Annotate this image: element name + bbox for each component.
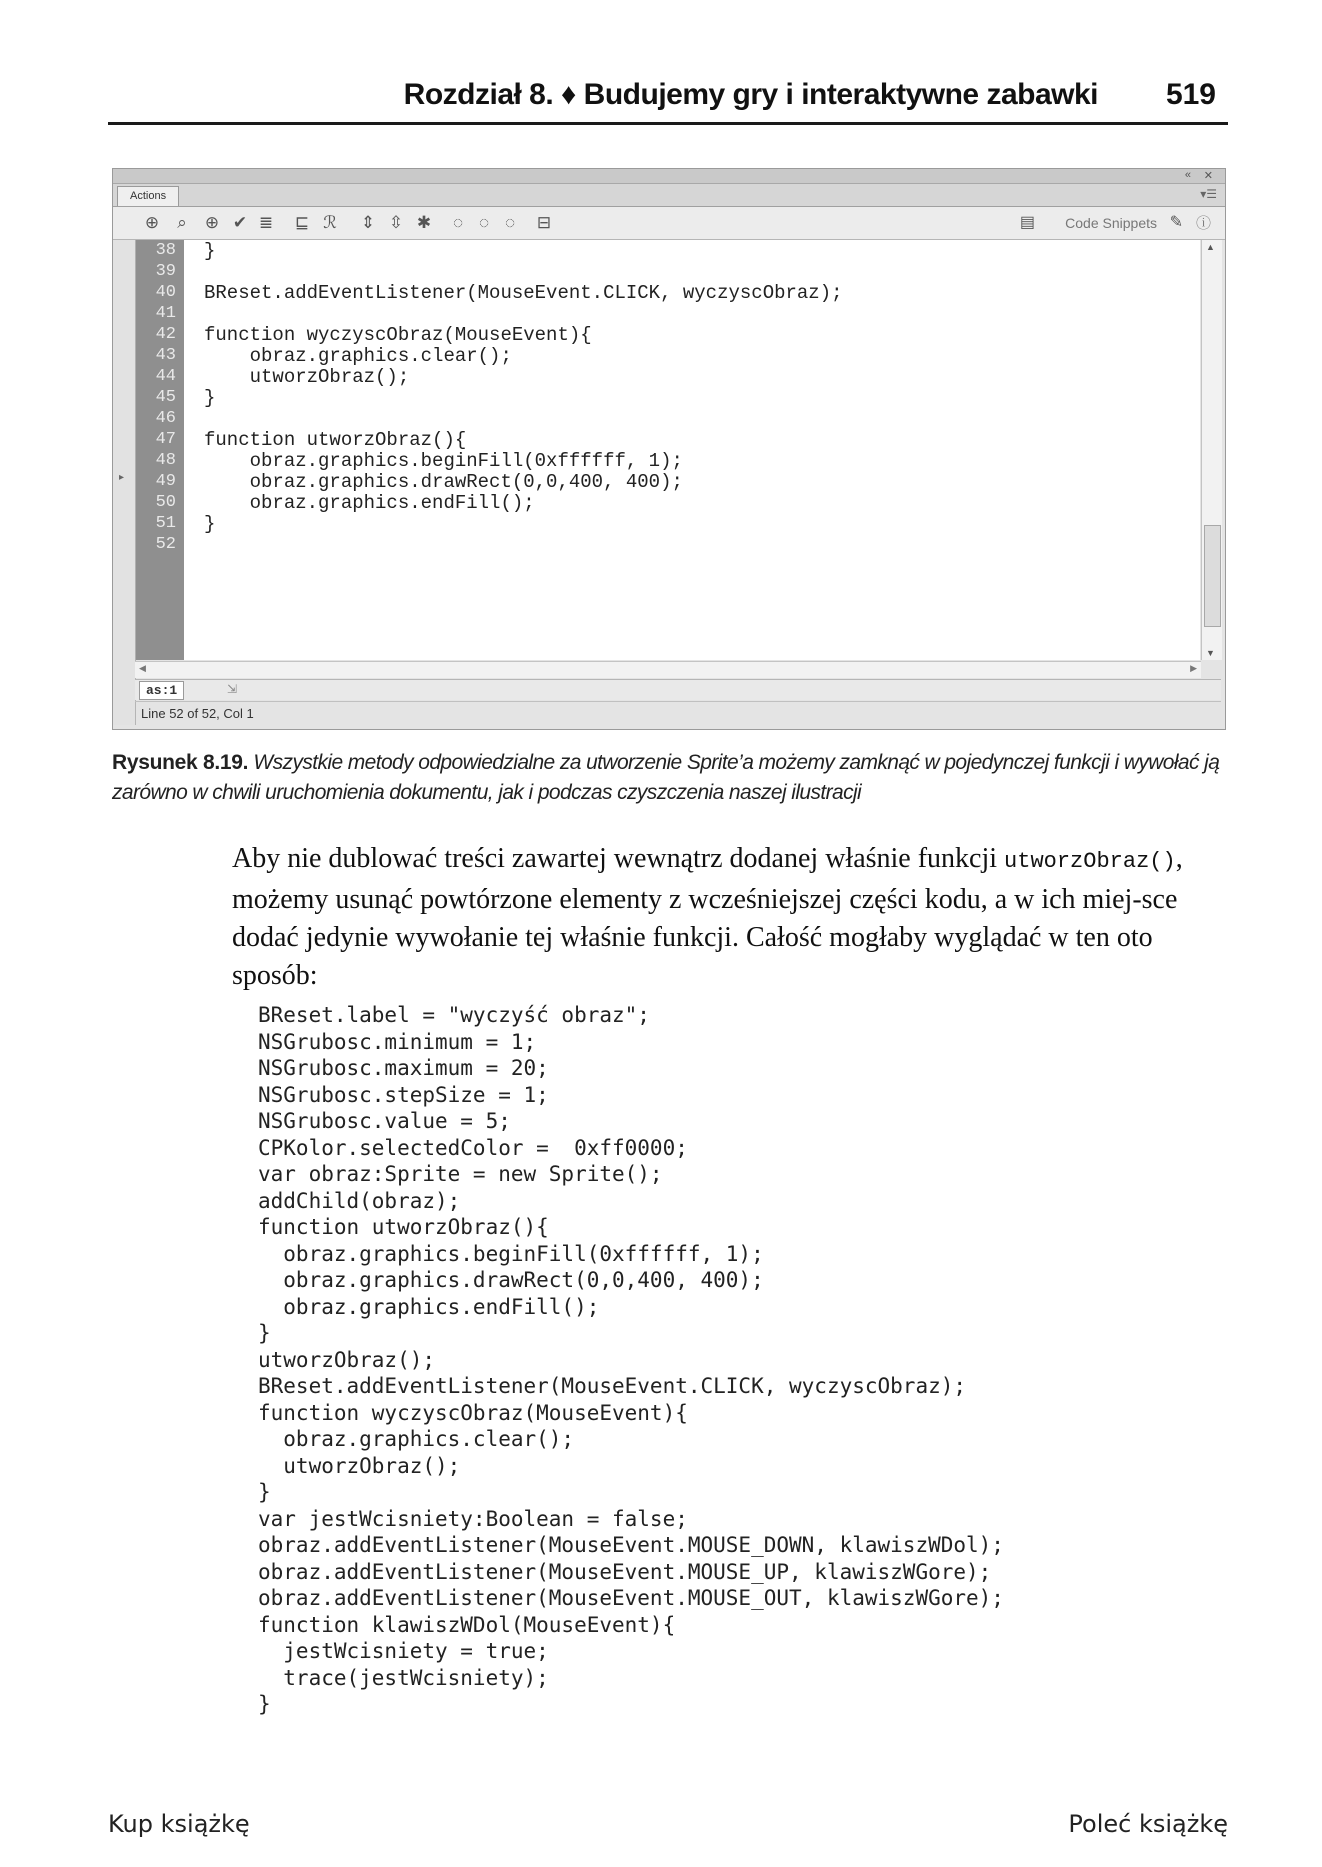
code-snippets-button[interactable]: Code Snippets — [1065, 215, 1157, 231]
listing-line: obraz.addEventListener(MouseEvent.MOUSE_OUT, klawiszWGore); — [258, 1586, 1004, 1610]
expand-all-icon[interactable]: ✱ — [416, 213, 432, 232]
close-icon[interactable]: ✕ — [1203, 170, 1213, 182]
code-line[interactable]: function wyczyscObraz(MouseEvent){ — [204, 324, 592, 346]
figure-caption — [112, 748, 1224, 808]
listing-line: BReset.label = "wyczyść obraz"; — [258, 1003, 650, 1027]
listing-line: } — [258, 1321, 271, 1345]
find-icon[interactable]: ⌕ — [177, 213, 187, 232]
buy-book-link[interactable]: Kup książkę — [108, 1810, 250, 1838]
paragraph-text-after: , możemy usunąć powtórzone elementy z wcześniejszej części kodu, a w ich miej-sce dodać jedynie wywołanie tej właśnie funkcji. Całość mogłaby wyglądać w ten oto sposób: — [232, 843, 1183, 991]
scroll-left-icon[interactable]: ◀ — [139, 663, 146, 673]
listing-line: } — [258, 1480, 271, 1504]
show-hide-toolbox-icon[interactable]: ⊟ — [536, 213, 552, 232]
inline-code: utworzObraz() — [1004, 849, 1176, 874]
scroll-down-icon[interactable]: ▼ — [1206, 648, 1215, 658]
listing-line: obraz.addEventListener(MouseEvent.MOUSE_DOWN, klawiszWDol); — [258, 1533, 1004, 1557]
line-number: 43 — [155, 346, 176, 365]
listing-line: NSGrubosc.value = 5; — [258, 1109, 511, 1133]
scroll-thumb[interactable] — [1204, 525, 1221, 627]
help-icon[interactable]: ⓘ — [1195, 215, 1211, 232]
code-hint-icon[interactable]: ⊑ — [294, 213, 310, 232]
code-line[interactable]: } — [204, 513, 216, 535]
collapse-icon[interactable]: « — [1184, 169, 1191, 181]
listing-line: function wyczyscObraz(MouseEvent){ — [258, 1400, 688, 1425]
line-number: 47 — [155, 430, 176, 449]
script-tab[interactable]: as:1 — [139, 681, 184, 700]
check-syntax-icon[interactable]: ✔ — [232, 213, 248, 232]
listing-line: obraz.graphics.endFill(); — [258, 1294, 600, 1319]
panel-menu-icon[interactable]: ▾☰ — [1200, 187, 1217, 201]
running-header — [108, 72, 1228, 125]
line-number: 50 — [155, 493, 176, 512]
code-editor[interactable] — [135, 240, 1200, 660]
listing-line: var obraz:Sprite = new Sprite(); — [258, 1162, 663, 1186]
script-assist-icon[interactable]: ✎ — [1169, 214, 1183, 231]
listing-line: addChild(obraz); — [258, 1188, 461, 1213]
listing-line: var jestWcisniety:Boolean = false; — [258, 1506, 688, 1531]
pin-script-icon[interactable]: ⇲ — [227, 682, 238, 696]
line-number: 45 — [155, 388, 176, 407]
scroll-right-icon[interactable]: ▶ — [1190, 663, 1197, 673]
listing-line: } — [258, 1692, 271, 1716]
listing-line: function utworzObraz(){ — [258, 1215, 549, 1239]
listing-line: obraz.addEventListener(MouseEvent.MOUSE_UP, klawiszWGore); — [258, 1559, 992, 1584]
apply-block-comment-icon[interactable]: ◌ — [452, 213, 464, 232]
horizontal-scrollbar[interactable] — [135, 661, 1201, 678]
line-number: 51 — [155, 514, 176, 533]
code-line[interactable]: obraz.graphics.beginFill(0xffffff, 1); — [204, 450, 683, 472]
code-line[interactable]: function utworzObraz(){ — [204, 429, 467, 451]
listing-line: obraz.graphics.clear(); — [258, 1427, 575, 1451]
listing-line: utworzObraz(); — [258, 1347, 436, 1372]
script-tab-bar — [135, 679, 1221, 700]
status-bar: Line 52 of 52, Col 1 — [135, 701, 1221, 725]
line-number-gutter — [136, 240, 184, 660]
code-line[interactable]: obraz.graphics.endFill(); — [204, 492, 535, 514]
body-paragraph — [232, 840, 1232, 995]
actions-toolbar — [113, 207, 1225, 240]
collapse-between-braces-icon[interactable]: ⇕ — [360, 213, 376, 232]
code-line[interactable]: } — [204, 387, 216, 409]
code-line[interactable]: obraz.graphics.drawRect(0,0,400, 400); — [204, 471, 683, 493]
auto-format-icon[interactable]: ≣ — [258, 213, 274, 232]
debug-options-icon[interactable]: ℛ — [323, 213, 337, 232]
code-line[interactable]: utworzObraz(); — [204, 366, 410, 388]
line-number: 44 — [155, 367, 176, 386]
line-number: 40 — [155, 283, 176, 302]
apply-line-comment-icon[interactable]: ◌ — [478, 213, 490, 232]
script-navigator-strip — [113, 240, 136, 725]
actions-panel-screenshot — [112, 168, 1226, 730]
remove-comment-icon[interactable]: ◌ — [504, 213, 516, 232]
line-number: 42 — [155, 325, 176, 344]
code-line[interactable]: BReset.addEventListener(MouseEvent.CLICK, wyczyscObraz); — [204, 282, 843, 304]
listing-line: NSGrubosc.minimum = 1; — [258, 1029, 537, 1054]
listing-line: obraz.graphics.beginFill(0xffffff, 1); — [258, 1241, 764, 1266]
panel-titlebar — [113, 169, 1225, 184]
target-path-icon[interactable]: ⊕ — [204, 213, 220, 232]
line-number: 49 — [155, 472, 176, 491]
listing-line: CPKolor.selectedColor = 0xff0000; — [258, 1135, 688, 1160]
expand-navigator-icon[interactable]: ▸ — [119, 472, 125, 483]
code-line[interactable]: } — [204, 240, 216, 262]
scroll-up-icon[interactable]: ▲ — [1206, 242, 1215, 252]
collapse-selection-icon[interactable]: ⇳ — [388, 213, 404, 232]
code-listing — [258, 1002, 1004, 1718]
code-line[interactable]: obraz.graphics.clear(); — [204, 345, 512, 367]
listing-line: function klawiszWDol(MouseEvent){ — [258, 1612, 676, 1637]
code-snippets-icon[interactable]: ▤ — [1019, 214, 1035, 231]
line-number: 48 — [155, 451, 176, 470]
listing-line: BReset.addEventListener(MouseEvent.CLICK, wyczyscObraz); — [258, 1374, 967, 1398]
line-number: 52 — [155, 535, 176, 554]
listing-line: jestWcisniety = true; — [258, 1639, 549, 1663]
line-number: 41 — [155, 304, 176, 323]
recommend-book-link[interactable]: Poleć książkę — [1068, 1810, 1228, 1838]
panel-tabbar — [113, 184, 1225, 207]
caption-text: Wszystkie metody odpowiedzialne za utworzenie Sprite’a możemy zamknąć w pojedynczej funkcji i wywołać ją zarówno w chwili uruchomienia dokumentu, jak i podczas czyszczenia naszej ilustracji — [112, 751, 1220, 804]
listing-line: trace(jestWcisniety); — [258, 1665, 549, 1690]
line-number: 38 — [155, 241, 176, 260]
page-number: 519 — [1165, 78, 1216, 111]
tab-actions[interactable]: Actions — [117, 186, 179, 206]
paragraph-text-before: Aby nie dublować treści zawartej wewnątrz dodanej właśnie funkcji — [232, 843, 1005, 874]
listing-line: obraz.graphics.drawRect(0,0,400, 400); — [258, 1268, 764, 1292]
listing-line: utworzObraz(); — [258, 1453, 461, 1478]
listing-line: NSGrubosc.maximum = 20; — [258, 1056, 549, 1080]
line-number: 46 — [155, 409, 176, 428]
add-script-icon[interactable]: ⊕ — [144, 213, 160, 232]
chapter-title: Rozdział 8. ♦ Budujemy gry i interaktywne zabawki — [403, 78, 1098, 111]
line-number: 39 — [155, 262, 176, 281]
figure-label: Rysunek 8.19. — [112, 751, 249, 774]
vertical-scrollbar[interactable] — [1201, 240, 1222, 660]
listing-line: NSGrubosc.stepSize = 1; — [258, 1082, 549, 1107]
